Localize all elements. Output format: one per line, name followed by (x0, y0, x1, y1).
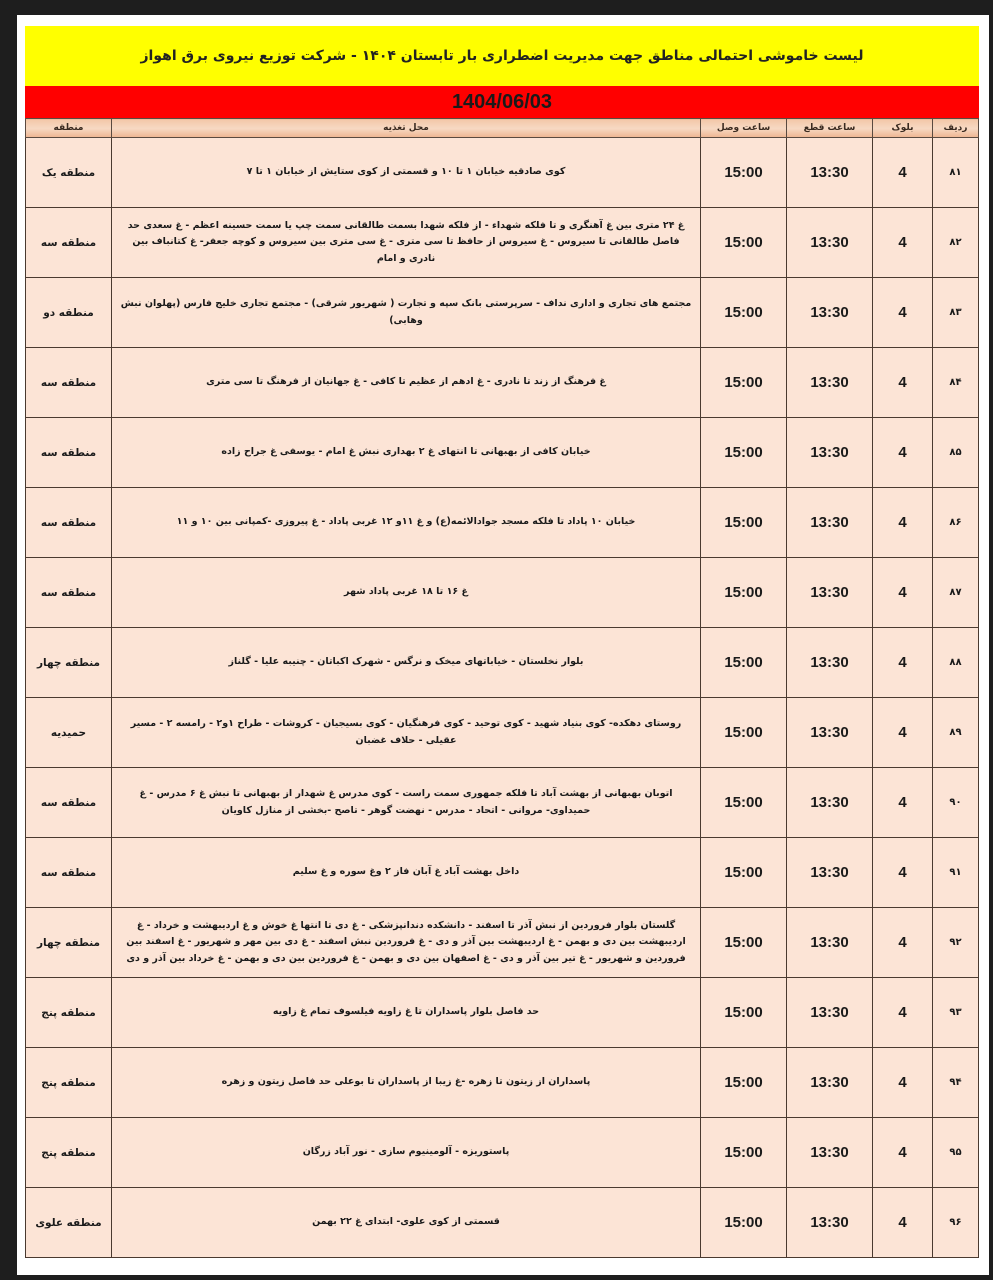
cut-time-cell: 13:30 (787, 138, 873, 208)
location-cell: غ ۱۶ تا ۱۸ غربی پاداد شهر (112, 558, 701, 628)
cut-time-cell: 13:30 (787, 1118, 873, 1188)
header-row-num: ردیف (933, 119, 979, 138)
connect-time-cell: 15:00 (701, 208, 787, 278)
cut-time-cell: 13:30 (787, 278, 873, 348)
row-number-cell: ۹۳ (933, 978, 979, 1048)
region-cell: منطقه چهار (26, 908, 112, 978)
table-row (26, 418, 979, 488)
cut-time-cell: 13:30 (787, 908, 873, 978)
block-cell: 4 (873, 1118, 933, 1188)
table-row (26, 768, 979, 838)
connect-time-cell: 15:00 (701, 138, 787, 208)
location-cell: بلوار نخلستان - خیاباتهای میخک و نرگس - شهرک اکباتان - چنیبه علیا - گلناز (112, 628, 701, 698)
row-number-cell: ۹۶ (933, 1188, 979, 1258)
table-row (26, 138, 979, 208)
location-cell: روستای دهکده- کوی بنیاد شهید - کوی توحید - کوی فرهنگیان - کوی بسیجیان - کروشات - طراح ۱و۲ - رامسه ۲ - مسیر عقیلی - حلاف غضبان (112, 698, 701, 768)
row-number-cell: ۹۵ (933, 1118, 979, 1188)
region-cell: منطقه سه (26, 208, 112, 278)
connect-time-cell: 15:00 (701, 698, 787, 768)
region-cell: منطقه علوی (26, 1188, 112, 1258)
block-cell: 4 (873, 278, 933, 348)
table-header-row (26, 119, 979, 138)
region-cell: منطقه سه (26, 558, 112, 628)
region-cell: منطقه پنج (26, 978, 112, 1048)
block-cell: 4 (873, 208, 933, 278)
block-cell: 4 (873, 978, 933, 1048)
header-connect-time: ساعت وصل (701, 119, 787, 138)
row-number-cell: ۸۳ (933, 278, 979, 348)
connect-time-cell: 15:00 (701, 1048, 787, 1118)
cut-time-cell: 13:30 (787, 488, 873, 558)
block-cell: 4 (873, 488, 933, 558)
cut-time-cell: 13:30 (787, 1048, 873, 1118)
block-cell: 4 (873, 1048, 933, 1118)
table-row (26, 348, 979, 418)
location-cell: خیابان کافی از بهبهانی تا انتهای غ ۲ بهداری نبش غ امام - یوسفی غ جراح زاده (112, 418, 701, 488)
document-page (17, 15, 989, 1275)
row-number-cell: ۸۴ (933, 348, 979, 418)
outage-table (25, 118, 979, 1258)
table-row (26, 838, 979, 908)
region-cell: منطقه سه (26, 768, 112, 838)
connect-time-cell: 15:00 (701, 768, 787, 838)
table-row (26, 278, 979, 348)
location-cell: قسمتی از کوی علوی- ابتدای غ ۲۲ بهمن (112, 1188, 701, 1258)
cut-time-cell: 13:30 (787, 418, 873, 488)
connect-time-cell: 15:00 (701, 558, 787, 628)
block-cell: 4 (873, 628, 933, 698)
connect-time-cell: 15:00 (701, 628, 787, 698)
cut-time-cell: 13:30 (787, 838, 873, 908)
row-number-cell: ۸۱ (933, 138, 979, 208)
table-row (26, 978, 979, 1048)
row-number-cell: ۸۸ (933, 628, 979, 698)
connect-time-cell: 15:00 (701, 1118, 787, 1188)
row-number-cell: ۹۲ (933, 908, 979, 978)
table-row (26, 908, 979, 978)
block-cell: 4 (873, 558, 933, 628)
cut-time-cell: 13:30 (787, 698, 873, 768)
region-cell: منطقه سه (26, 838, 112, 908)
location-cell: داخل بهشت آباد غ آبان فاز ۲ وغ سوره و غ سلیم (112, 838, 701, 908)
connect-time-cell: 15:00 (701, 278, 787, 348)
header-location: محل تغذیه (112, 119, 701, 138)
table-row (26, 628, 979, 698)
connect-time-cell: 15:00 (701, 838, 787, 908)
block-cell: 4 (873, 138, 933, 208)
table-row (26, 208, 979, 278)
connect-time-cell: 15:00 (701, 348, 787, 418)
region-cell: منطقه دو (26, 278, 112, 348)
region-cell: منطقه یک (26, 138, 112, 208)
row-number-cell: ۸۹ (933, 698, 979, 768)
region-cell: منطقه سه (26, 418, 112, 488)
row-number-cell: ۹۰ (933, 768, 979, 838)
location-cell: اتوبان بهبهانی از بهشت آباد تا فلکه جمهوری سمت راست - کوی مدرس غ شهدار از بهبهانی تا نبش غ ۶ مدرس - غ حمیداوی- مروانی - اتحاد - مدرس - نهضت گوهر - تاصح -بخشی از منازل کاویان (112, 768, 701, 838)
cut-time-cell: 13:30 (787, 208, 873, 278)
location-cell: حد فاصل بلوار پاسداران تا غ زاویه فیلسوف تمام غ زاویه (112, 978, 701, 1048)
location-cell: پاستوریزه - آلومینیوم سازی - نور آباد زرگان (112, 1118, 701, 1188)
block-cell: 4 (873, 838, 933, 908)
table-row (26, 488, 979, 558)
row-number-cell: ۸۵ (933, 418, 979, 488)
header-region: منطقه (26, 119, 112, 138)
block-cell: 4 (873, 348, 933, 418)
location-cell: پاسداران از زیتون تا زهره -غ زیبا از پاسداران تا بوعلی حد فاصل زیتون و زهره (112, 1048, 701, 1118)
location-cell: غ فرهنگ از زند تا نادری - غ ادهم از عظیم تا کافی - غ جهانیان از فرهنگ تا سی متری (112, 348, 701, 418)
location-cell: مجتمع های تجاری و اداری نداف - سرپرستی بانک سپه و تجارت ( شهریور شرقی) - مجتمع تجاری خلیج فارس (پهلوان نبش وهابی) (112, 278, 701, 348)
block-cell: 4 (873, 1188, 933, 1258)
region-cell: منطقه پنج (26, 1048, 112, 1118)
region-cell: منطقه چهار (26, 628, 112, 698)
row-number-cell: ۹۱ (933, 838, 979, 908)
location-cell: کوی صادقیه خیابان ۱ تا ۱۰ و قسمتی از کوی ستایش از خیابان ۱ تا ۷ (112, 138, 701, 208)
connect-time-cell: 15:00 (701, 978, 787, 1048)
connect-time-cell: 15:00 (701, 1188, 787, 1258)
cut-time-cell: 13:30 (787, 628, 873, 698)
block-cell: 4 (873, 418, 933, 488)
row-number-cell: ۹۴ (933, 1048, 979, 1118)
cut-time-cell: 13:30 (787, 978, 873, 1048)
header-cut-time: ساعت قطع (787, 119, 873, 138)
table-row (26, 1188, 979, 1258)
connect-time-cell: 15:00 (701, 418, 787, 488)
block-cell: 4 (873, 768, 933, 838)
row-number-cell: ۸۲ (933, 208, 979, 278)
block-cell: 4 (873, 908, 933, 978)
cut-time-cell: 13:30 (787, 1188, 873, 1258)
region-cell: حمیدیه (26, 698, 112, 768)
header-block: بلوک (873, 119, 933, 138)
location-cell: خیابان ۱۰ پاداد تا فلکه مسجد جوادالائمه(ع) و غ ۱۱و ۱۲ غربی پاداد - غ پیروزی -کمپانی بین ۱۰ و ۱۱ (112, 488, 701, 558)
row-number-cell: ۸۷ (933, 558, 979, 628)
cut-time-cell: 13:30 (787, 348, 873, 418)
table-row (26, 1048, 979, 1118)
connect-time-cell: 15:00 (701, 908, 787, 978)
document-title: لیست خاموشی احتمالی مناطق جهت مدیریت اضطراری بار تابستان ۱۴۰۴ - شرکت توزیع نیروی برق اهواز (25, 26, 979, 86)
table-row (26, 558, 979, 628)
outage-sheet (25, 26, 979, 1258)
row-number-cell: ۸۶ (933, 488, 979, 558)
cut-time-cell: 13:30 (787, 558, 873, 628)
table-body (26, 138, 979, 1258)
table-row (26, 698, 979, 768)
region-cell: منطقه سه (26, 348, 112, 418)
cut-time-cell: 13:30 (787, 768, 873, 838)
location-cell: غ ۲۴ متری بین غ آهنگری و تا فلکه شهداء - از فلکه شهدا بسمت طالقانی سمت چپ یا سمت حسینه اعظم - غ سعدی حد فاصل طالقانی تا سیروس - غ سیروس از حافظ تا سی متری - غ سی متری بین سیروس و کوچه جعفر- غ کتانباف بین نادری و امام (112, 208, 701, 278)
location-cell: گلستان بلوار فروردین از نبش آذر تا اسفند - دانشکده دندانپزشکی - غ دی تا انتها غ خوش و غ اردیبهشت و خرداد - غ اردیبهشت بین دی و بهمن - غ اردیبهشت بین آذر و دی - غ فروردین نبش اسفند - غ دی بین مهر و شهریور - غ اسفند بین فروردین و شهریور - غ تیر بین آذر و دی - غ اصفهان بین دی و بهمن - غ فروردین بین دی و بهمن - غ خرداد بین آذر و دی (112, 908, 701, 978)
region-cell: منطقه پنج (26, 1118, 112, 1188)
connect-time-cell: 15:00 (701, 488, 787, 558)
region-cell: منطقه سه (26, 488, 112, 558)
block-cell: 4 (873, 698, 933, 768)
table-row (26, 1118, 979, 1188)
schedule-date: 1404/06/03 (25, 86, 979, 118)
